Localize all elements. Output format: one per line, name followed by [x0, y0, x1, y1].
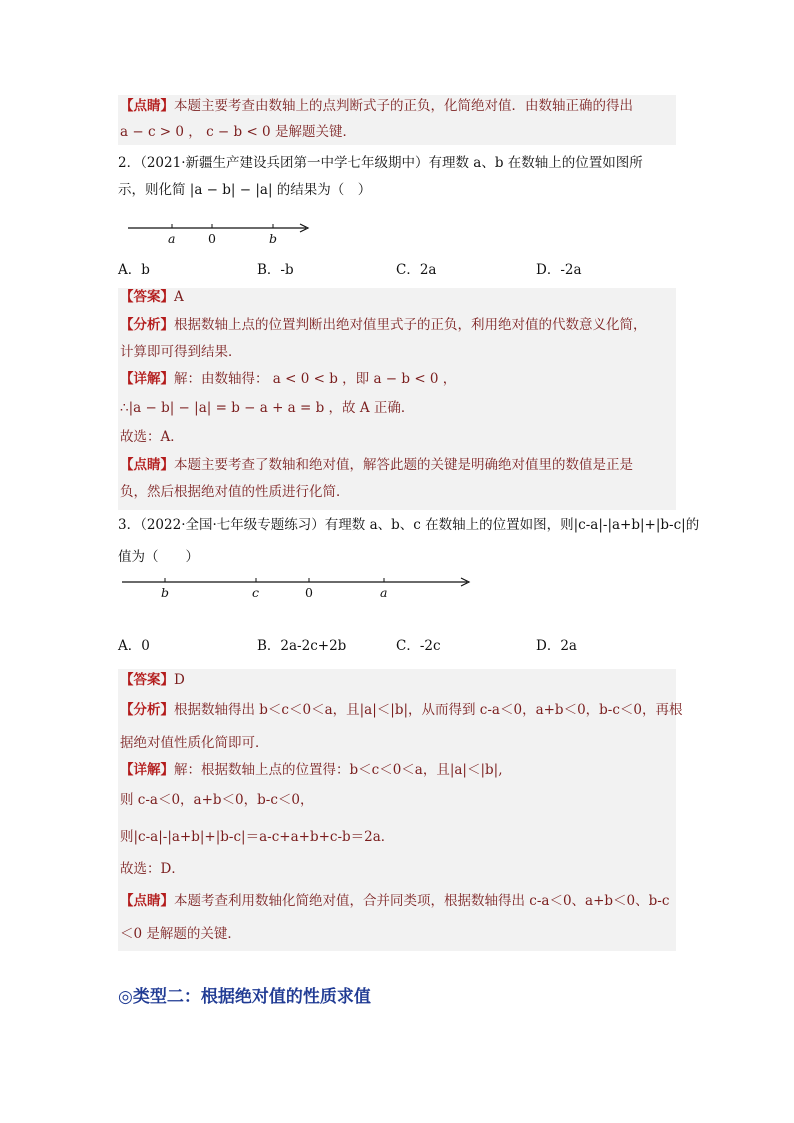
- block2-text-2: 根据数轴上点的位置判断出绝对值里式子的正负，利用绝对值的代数意义化简，: [174, 317, 647, 333]
- q2-option-b: B．-b: [257, 262, 294, 278]
- block2-line-5: [120, 399, 414, 417]
- block2-text-1: A: [174, 289, 184, 305]
- label-answer: 【答案】: [120, 289, 174, 305]
- q2-label-0: 0: [208, 231, 216, 246]
- block3-line-2: [120, 701, 683, 719]
- q2-option-c: C．2a: [396, 262, 437, 278]
- label-detail: 【详解】: [120, 762, 174, 778]
- label-analysis: 【分析】: [120, 317, 174, 333]
- block3-text-9: ＜0 是解题的关键．: [120, 926, 241, 942]
- section-heading: ◎类型二：根据绝对值的性质求值: [118, 987, 371, 1007]
- q3-number-line: [122, 576, 472, 606]
- block2-line-8: [120, 483, 350, 501]
- block3-line-1: [120, 671, 185, 689]
- block3-line-8: [120, 892, 669, 910]
- block3-line-7: [120, 860, 185, 878]
- q3-stem-line-1: 3．（2022·全国·七年级专题练习）有理数 a、b、c 在数轴上的位置如图，则|c-a|-|a+b|+|b-c|的: [118, 517, 700, 533]
- block3-text-1: D: [174, 672, 185, 688]
- label-analysis: 【分析】: [120, 702, 174, 718]
- q3-label-0: 0: [305, 585, 313, 600]
- q3-option-d: D．2a: [536, 638, 577, 654]
- label-dianjing: 【点睛】: [120, 98, 174, 114]
- answer-block-q2: [118, 288, 676, 510]
- block3-text-6: 则|c-a|-|a+b|+|b-c|＝a-c+a+b+c-b＝2a．: [120, 829, 395, 845]
- block2-line-2: [120, 316, 647, 334]
- block3-line-6: [120, 828, 394, 846]
- block2-line-1: [120, 288, 184, 306]
- q3-option-a: A．0: [118, 638, 150, 654]
- block2-line-6: [120, 428, 184, 446]
- q3-stem-line-2: 值为（ ）: [118, 549, 199, 565]
- block1-text-1: 本题主要考查由数轴上的点判断式子的正负，化简绝对值．由数轴正确的得出: [174, 98, 633, 114]
- block2-text-6: 故选：A．: [120, 429, 184, 445]
- q2-label-b: b: [269, 231, 278, 246]
- block2-text-7: 本题主要考查了数轴和绝对值，解答此题的关键是明确绝对值里的数值是正是: [174, 457, 633, 473]
- block2-text-8: 负，然后根据绝对值的性质进行化简．: [120, 484, 350, 500]
- block3-text-3: 据绝对值性质化简即可．: [120, 735, 269, 751]
- block1-text-2: a − c > 0 ， c − b < 0 是解题关键．: [120, 124, 356, 140]
- q2-option-a: A．b: [118, 262, 150, 278]
- q2-stem-line-2: 示，则化简 |a − b| − |a| 的结果为（ ）: [118, 182, 372, 198]
- block2-line-4: [120, 370, 456, 388]
- block3-line-3: [120, 734, 269, 752]
- block2-text-3: 计算即可得到结果．: [120, 344, 242, 360]
- q3-option-b: B．2a-2c+2b: [257, 638, 347, 654]
- q2-label-a: a: [168, 231, 176, 246]
- block3-text-5: 则 c-a＜0，a+b＜0，b-c＜0，: [120, 792, 314, 808]
- label-detail: 【详解】: [120, 371, 174, 387]
- block2-line-7: [120, 456, 633, 474]
- label-answer: 【答案】: [120, 672, 174, 688]
- q3-label-c: c: [252, 585, 260, 600]
- block2-line-3: [120, 343, 242, 361]
- block3-text-2: 根据数轴得出 b＜c＜0＜a，且|a|＜|b|，从而得到 c-a＜0，a+b＜0，b-c＜0，再根: [174, 702, 683, 718]
- block2-text-5: ∴|a − b| − |a| = b − a + a = b ，故 A 正确．: [120, 400, 415, 416]
- q2-option-d: D．-2a: [536, 262, 582, 278]
- dianjing-block-1: [118, 95, 676, 145]
- block3-line-5: [120, 791, 314, 809]
- block3-text-7: 故选：D．: [120, 861, 185, 877]
- block1-line-2: [120, 123, 356, 141]
- block1-line-1: [120, 97, 633, 115]
- q2-number-line: [128, 220, 318, 250]
- label-dianjing: 【点睛】: [120, 893, 174, 909]
- q2-stem-line-1: 2．（2021·新疆生产建设兵团第一中学七年级期中）有理数 a、b 在数轴上的位置如图所: [118, 155, 643, 171]
- block3-line-9: [120, 925, 241, 943]
- q3-option-c: C．-2c: [396, 638, 441, 654]
- q3-label-a: a: [380, 585, 388, 600]
- block3-text-4: 解：根据数轴上点的位置得：b＜c＜0＜a，且|a|＜|b|,: [174, 762, 503, 778]
- label-dianjing: 【点睛】: [120, 457, 174, 473]
- q3-label-b: b: [161, 585, 170, 600]
- block2-text-4: 解：由数轴得： a < 0 < b ，即 a − b < 0 ，: [174, 371, 457, 387]
- block3-line-4: [120, 761, 503, 779]
- block3-text-8: 本题考查利用数轴化简绝对值，合并同类项，根据数轴得出 c-a＜0、a+b＜0、b-c: [174, 893, 670, 909]
- answer-block-q3: [118, 669, 683, 951]
